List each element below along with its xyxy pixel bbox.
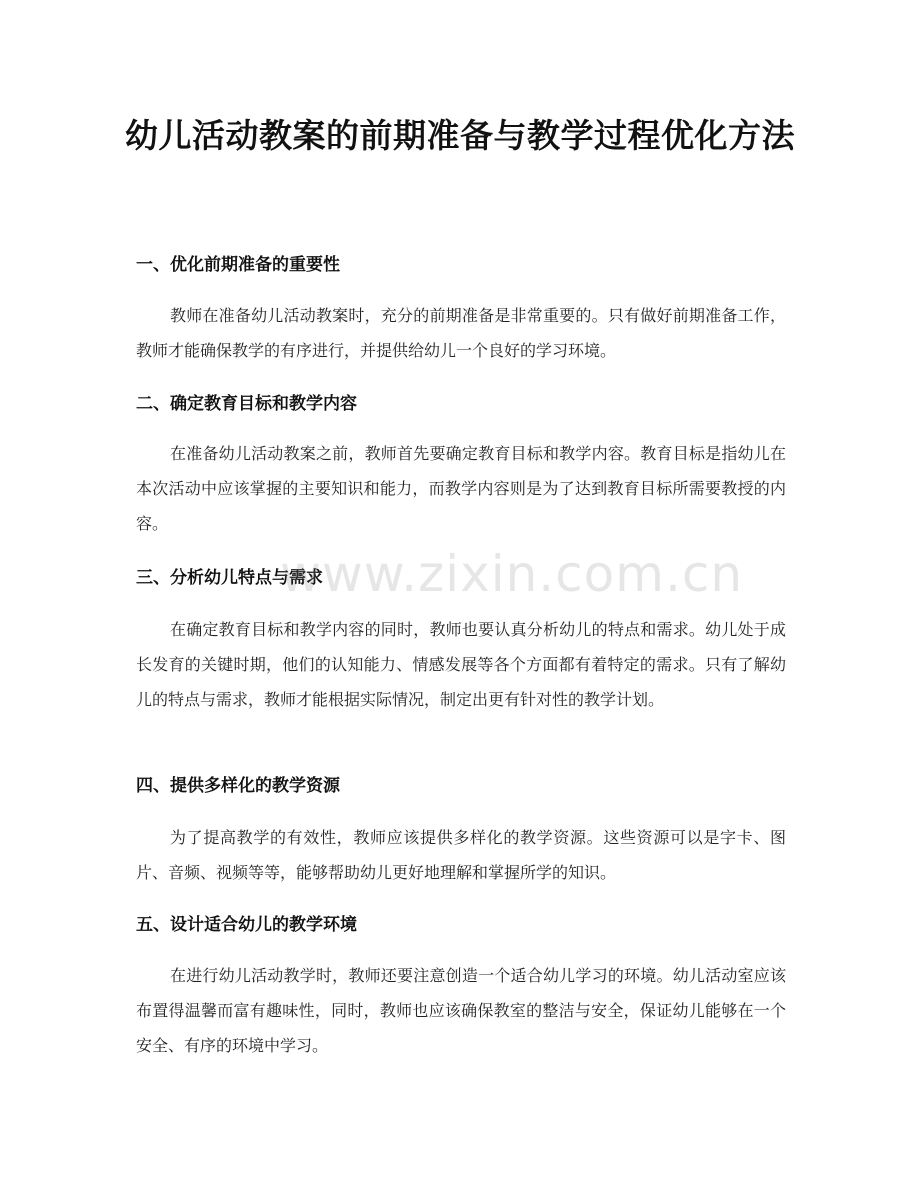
section-heading-2: 二、确定教育目标和教学内容 xyxy=(136,394,357,414)
section-heading-5: 五、设计适合幼儿的教学环境 xyxy=(136,915,357,935)
section-heading-3: 三、分析幼儿特点与需求 xyxy=(136,568,323,588)
section-paragraph-5: 在进行幼儿活动教学时，教师还要注意创造一个适合幼儿学习的环境。幼儿活动室应该布置得温馨而富有趣味性，同时，教师也应该确保教室的整洁与安全，保证幼儿能够在一个安全、有序的环境中学习。 xyxy=(136,966,786,1055)
document-title: 幼儿活动教案的前期准备与教学过程优化方法 xyxy=(125,116,795,155)
section-paragraph-2: 在准备幼儿活动教案之前，教师首先要确定教育目标和教学内容。教育目标是指幼儿在本次活动中应该掌握的主要知识和能力，而教学内容则是为了达到教育目标所需要教授的内容。 xyxy=(136,444,786,533)
section-paragraph-1: 教师在准备幼儿活动教案时，充分的前期准备是非常重要的。只有做好前期准备工作，教师才能确保教学的有序进行，并提供给幼儿一个良好的学习环境。 xyxy=(136,306,786,360)
section-heading-4: 四、提供多样化的教学资源 xyxy=(136,776,340,796)
section-paragraph-4: 为了提高教学的有效性，教师应该提供多样化的教学资源。这些资源可以是字卡、图片、音频、视频等等，能够帮助幼儿更好地理解和掌握所学的知识。 xyxy=(136,828,786,882)
section-paragraph-3: 在确定教育目标和教学内容的同时，教师也要认真分析幼儿的特点和需求。幼儿处于成长发育的关键时期，他们的认知能力、情感发展等各个方面都有着特定的需求。只有了解幼儿的特点与需求，教师才能根据实际情况，制定出更有针对性的教学计划。 xyxy=(136,620,786,709)
section-heading-1: 一、优化前期准备的重要性 xyxy=(136,255,340,275)
watermark: www.zixin.com.cn xyxy=(280,545,744,603)
